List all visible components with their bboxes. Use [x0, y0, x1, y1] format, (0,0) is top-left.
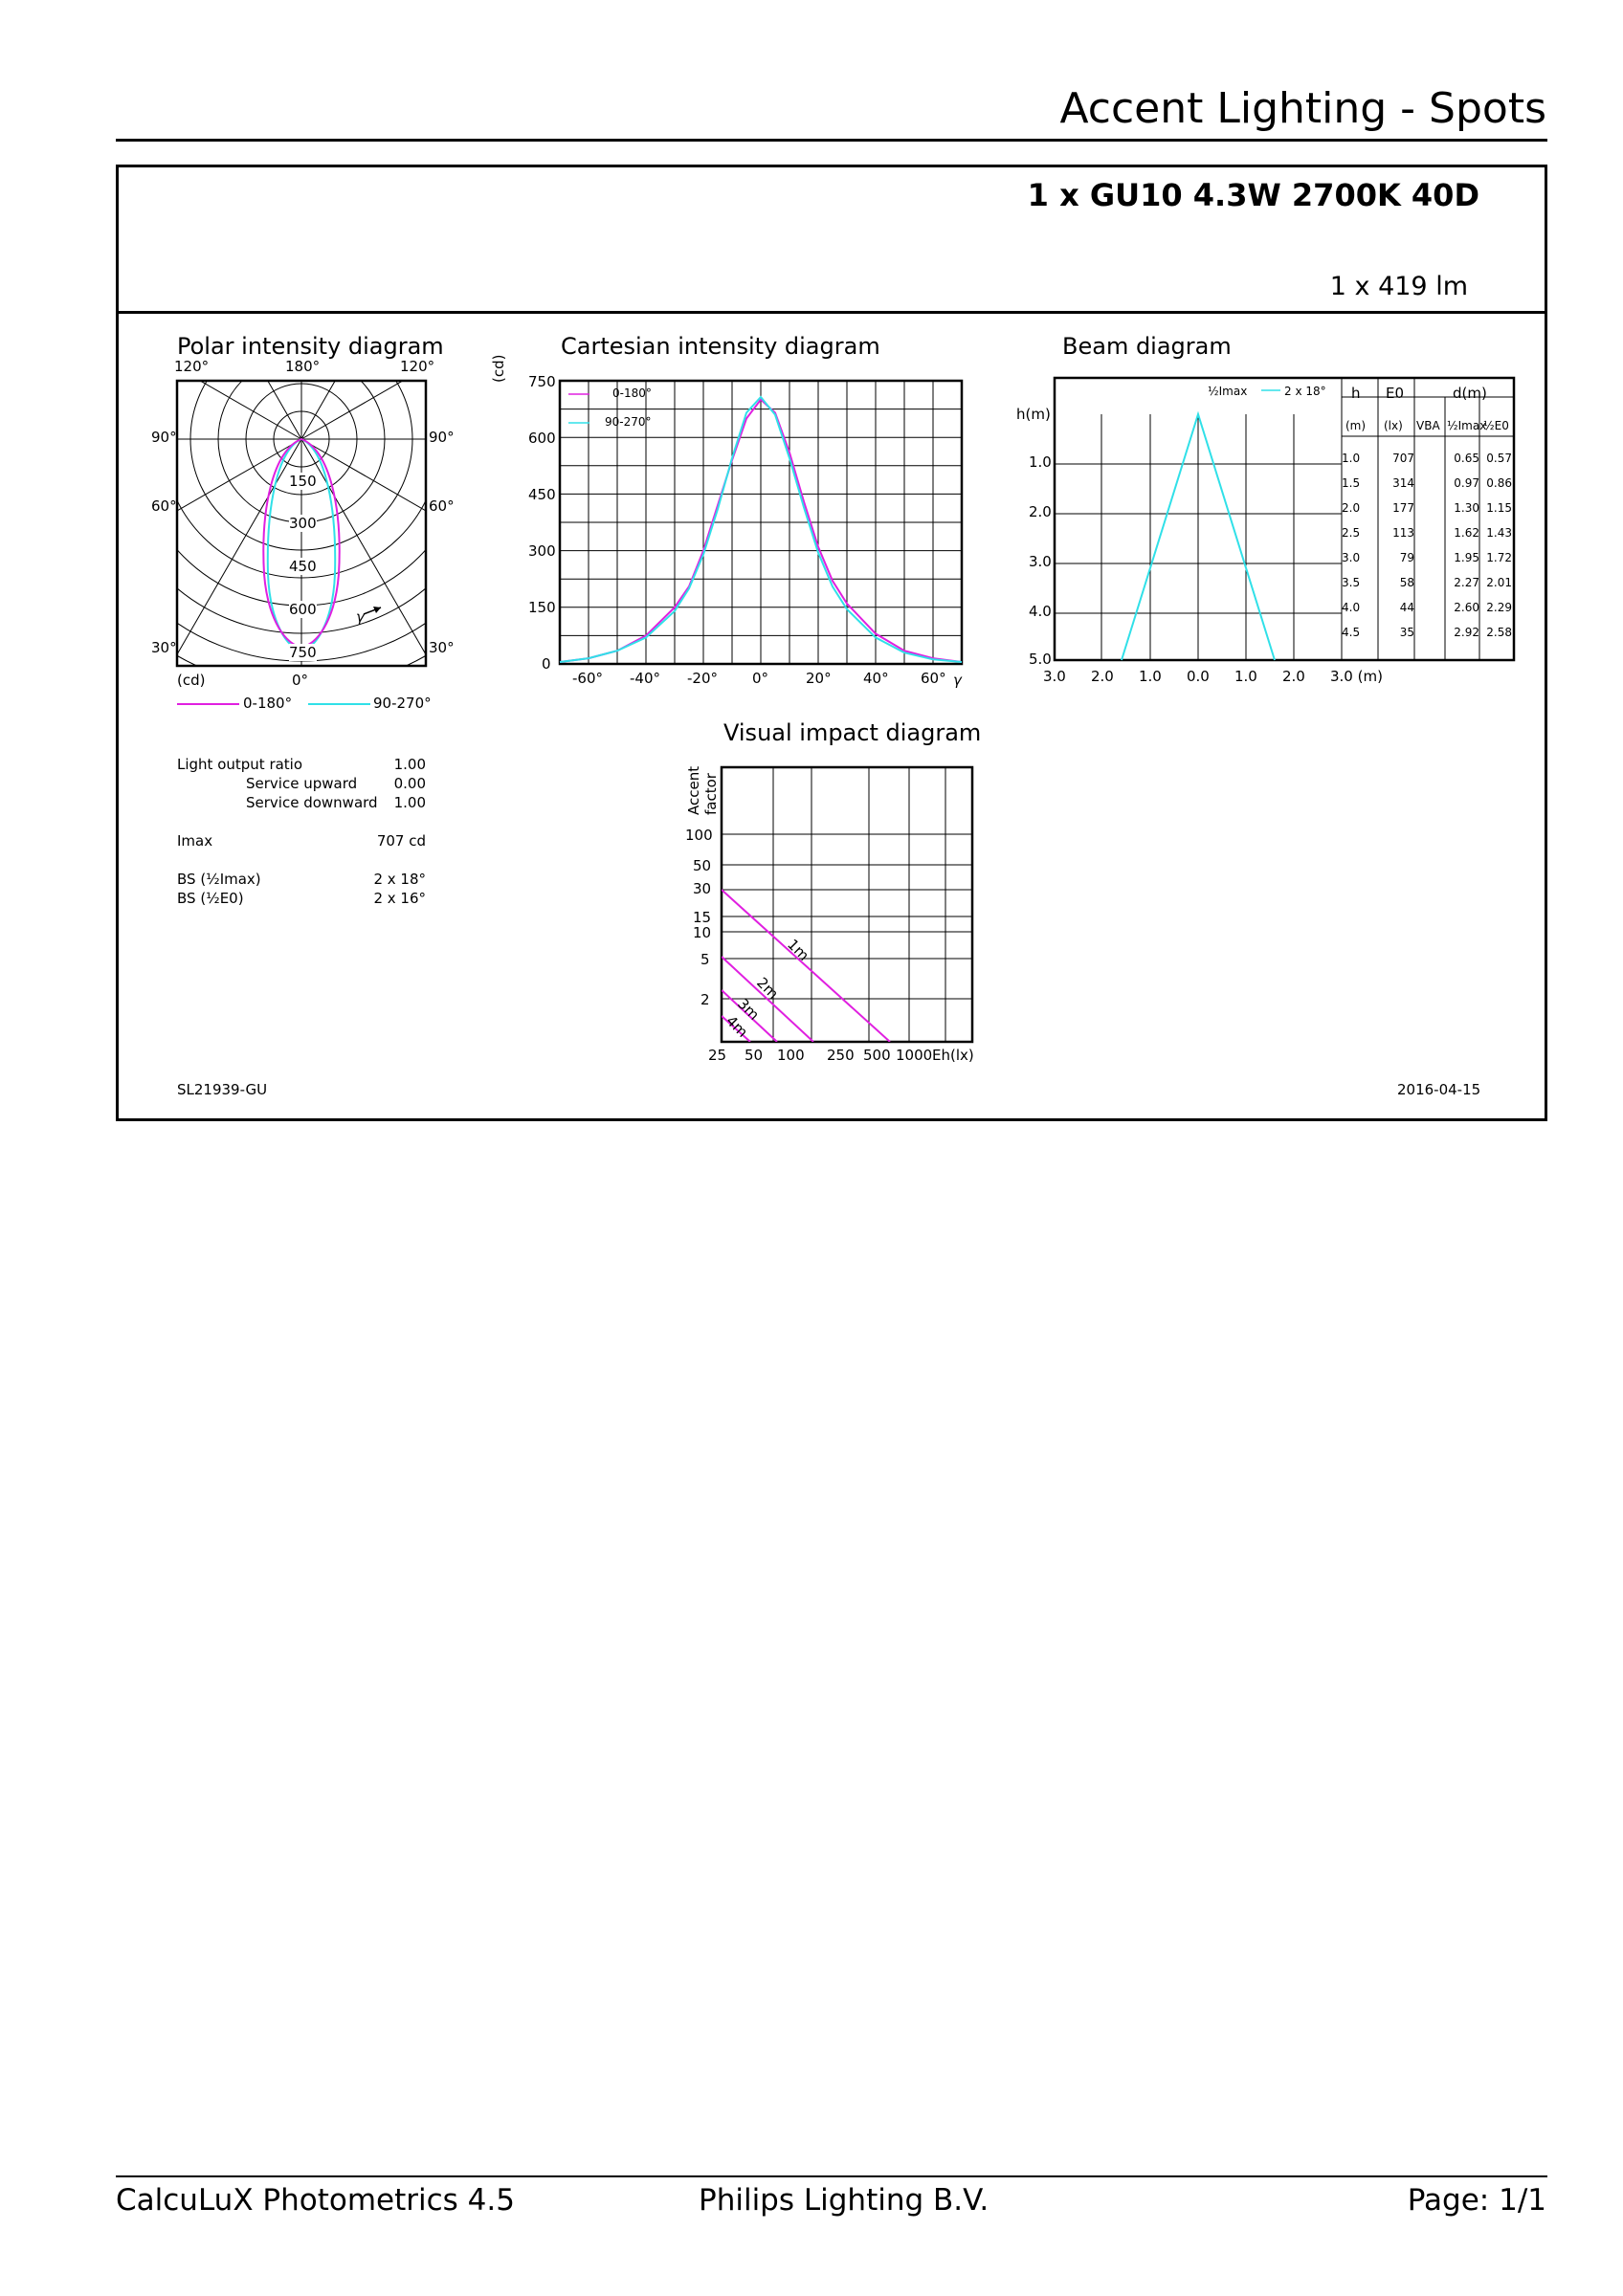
cartesian-legend-label-c0: 0-180° [612, 386, 652, 400]
beam-col-h: h [1351, 385, 1361, 402]
cartesian-title: Cartesian intensity diagram [561, 333, 880, 360]
beam-x-tick-2: 2.0 [1091, 668, 1114, 685]
beam-y-tick-1: 1.0 [1029, 453, 1052, 471]
polar-top-left-angle: 120° [174, 358, 210, 375]
cartesian-x-tick-m20: -20° [687, 670, 718, 687]
beam-x-tick-3: 1.0 [1139, 668, 1162, 685]
cartesian-x-tick-0: 0° [752, 670, 769, 687]
cartesian-x-tick-m60: -60° [572, 670, 603, 687]
polar-right-angle-30: 30° [429, 639, 455, 656]
header-rule [116, 139, 1547, 142]
polar-ring-300: 300 [289, 515, 317, 532]
polar-right-angle-60: 60° [429, 497, 455, 515]
beam-legend-symbol: ½Imax [1208, 385, 1248, 398]
beam-title: Beam diagram [1062, 333, 1232, 360]
polar-left-angle-60: 60° [151, 497, 177, 515]
cartesian-legend-label-c90: 90-270° [605, 415, 652, 429]
cartesian-unit: (cd) [490, 354, 507, 383]
service-downward-value: 1.00 [393, 794, 426, 811]
light-output-ratio-label: Light output ratio [177, 756, 303, 773]
polar-ring-750: 750 [289, 644, 317, 661]
service-downward-label: Service downward [246, 794, 378, 811]
visual-impact-y-15: 15 [693, 909, 712, 926]
visual-impact-ylabel-2: factor [702, 773, 720, 815]
cartesian-x-tick-60: 60° [921, 670, 946, 687]
polar-legend-swatch-c0 [177, 703, 239, 705]
visual-impact-x-unit: Eh(lx) [932, 1047, 974, 1064]
report-date: 2016-04-15 [1397, 1081, 1481, 1098]
polar-legend-label-c90: 90-270° [373, 695, 432, 712]
polar-left-angle-90: 90° [151, 429, 177, 446]
table-row: 4.0 44 2.60 2.29 [1342, 601, 1512, 614]
visual-impact-line-label-4m: 4m [723, 1012, 751, 1041]
beam-y-tick-5: 5.0 [1029, 651, 1052, 668]
polar-ring-600: 600 [289, 601, 317, 618]
beam-y-tick-3: 3.0 [1029, 553, 1052, 570]
visual-impact-x-25: 25 [708, 1047, 727, 1064]
beam-sub-imax: ½Imax [1447, 419, 1487, 432]
photometric-summary [177, 756, 426, 909]
visual-impact-y-5: 5 [700, 951, 710, 968]
luminaire-flux: 1 x 419 lm [1329, 272, 1468, 301]
visual-impact-y-10: 10 [693, 924, 712, 941]
beam-col-e0: E0 [1386, 385, 1405, 402]
beam-legend-value: 2 x 18° [1284, 385, 1326, 398]
cartesian-chart [517, 354, 976, 698]
footer-software: CalcuLuX Photometrics 4.5 [116, 2183, 515, 2218]
cartesian-y-tick-0: 0 [542, 655, 551, 673]
light-output-ratio-value: 1.00 [393, 756, 426, 773]
table-row: 3.0 79 1.95 1.72 [1342, 551, 1512, 564]
visual-impact-x-50: 50 [745, 1047, 764, 1064]
beam-sub-vba: VBA [1416, 419, 1440, 432]
bs-e0-value: 2 x 16° [373, 890, 426, 907]
luminaire-name: 1 x GU10 4.3W 2700K 40D [1027, 177, 1479, 213]
polar-top-center-angle: 180° [285, 358, 321, 375]
service-upward-value: 0.00 [393, 775, 426, 792]
cartesian-x-symbol: γ [953, 672, 962, 689]
visual-impact-ylabel-1: Accent [685, 765, 702, 815]
table-row: 2.5 113 1.62 1.43 [1342, 526, 1512, 540]
beam-h-label: h(m) [1016, 406, 1051, 423]
product-code: SL21939-GU [177, 1081, 268, 1098]
visual-impact-x-250: 250 [827, 1047, 855, 1064]
polar-unit: (cd) [177, 672, 206, 689]
table-row: 1.5 314 0.97 0.86 [1342, 476, 1512, 490]
beam-y-tick-4: 4.0 [1029, 603, 1052, 620]
visual-impact-y-2: 2 [700, 991, 710, 1008]
footer-rule [116, 2175, 1547, 2177]
cartesian-y-tick-150: 150 [528, 599, 556, 616]
polar-ring-450: 450 [289, 558, 317, 575]
polar-right-angle-90: 90° [429, 429, 455, 446]
visual-impact-x-1000: 1000 [896, 1047, 933, 1064]
bs-imax-label: BS (½Imax) [177, 871, 261, 888]
table-row: 1.0 707 0.65 0.57 [1342, 452, 1512, 465]
visual-impact-x-100: 100 [777, 1047, 805, 1064]
cartesian-x-tick-40: 40° [863, 670, 889, 687]
polar-legend-swatch-c90 [308, 703, 370, 705]
visual-impact-line-label-1m: 1m [784, 936, 812, 964]
cartesian-y-tick-450: 450 [528, 486, 556, 503]
polar-top-right-angle: 120° [400, 358, 435, 375]
imax-label: Imax [177, 832, 213, 850]
bs-imax-value: 2 x 18° [373, 871, 426, 888]
footer-page-number: Page: 1/1 [1407, 2183, 1546, 2218]
beam-x-tick-4: 0.0 [1187, 668, 1210, 685]
visual-impact-line-label-2m: 2m [753, 974, 782, 1003]
beam-x-tick-5: 1.0 [1234, 668, 1257, 685]
polar-legend-label-c0: 0-180° [243, 695, 293, 712]
beam-col-d: d(m) [1453, 385, 1487, 402]
cartesian-y-tick-600: 600 [528, 430, 556, 447]
polar-bottom-angle: 0° [292, 672, 309, 689]
beam-x-tick-6: 2.0 [1282, 668, 1305, 685]
visual-impact-title: Visual impact diagram [723, 719, 982, 746]
cartesian-x-tick-m40: -40° [630, 670, 660, 687]
cartesian-y-tick-300: 300 [528, 542, 556, 560]
beam-x-tick-1: 3.0 [1043, 668, 1066, 685]
polar-title: Polar intensity diagram [177, 333, 444, 360]
beam-sub-e0: (lx) [1384, 419, 1403, 432]
beam-table-body [1342, 452, 1514, 651]
cartesian-y-tick-750: 750 [528, 373, 556, 390]
polar-diagram [153, 354, 440, 718]
visual-impact-y-30: 30 [693, 880, 712, 897]
beam-y-tick-2: 2.0 [1029, 503, 1052, 520]
beam-sub-e0half: ½E0 [1483, 419, 1509, 432]
polar-gamma-symbol: γ [356, 608, 365, 626]
cartesian-x-tick-20: 20° [806, 670, 832, 687]
visual-impact-x-500: 500 [863, 1047, 891, 1064]
beam-sub-h: (m) [1345, 419, 1367, 432]
table-row: 3.5 58 2.27 2.01 [1342, 576, 1512, 589]
footer-company: Philips Lighting B.V. [699, 2183, 989, 2218]
visual-impact-y-100: 100 [685, 827, 713, 844]
page-title: Accent Lighting - Spots [1059, 84, 1546, 133]
polar-ring-150: 150 [289, 473, 317, 490]
bs-e0-label: BS (½E0) [177, 890, 244, 907]
frame-separator [116, 311, 1547, 314]
table-row: 2.0 177 1.30 1.15 [1342, 501, 1512, 515]
polar-left-angle-30: 30° [151, 639, 177, 656]
imax-value: 707 cd [376, 832, 426, 850]
beam-x-tick-7: 3.0 (m) [1330, 668, 1383, 685]
table-row: 4.5 35 2.92 2.58 [1342, 626, 1512, 639]
visual-impact-y-50: 50 [693, 857, 712, 874]
visual-impact-line-label-3m: 3m [734, 995, 763, 1024]
service-upward-label: Service upward [246, 775, 358, 792]
